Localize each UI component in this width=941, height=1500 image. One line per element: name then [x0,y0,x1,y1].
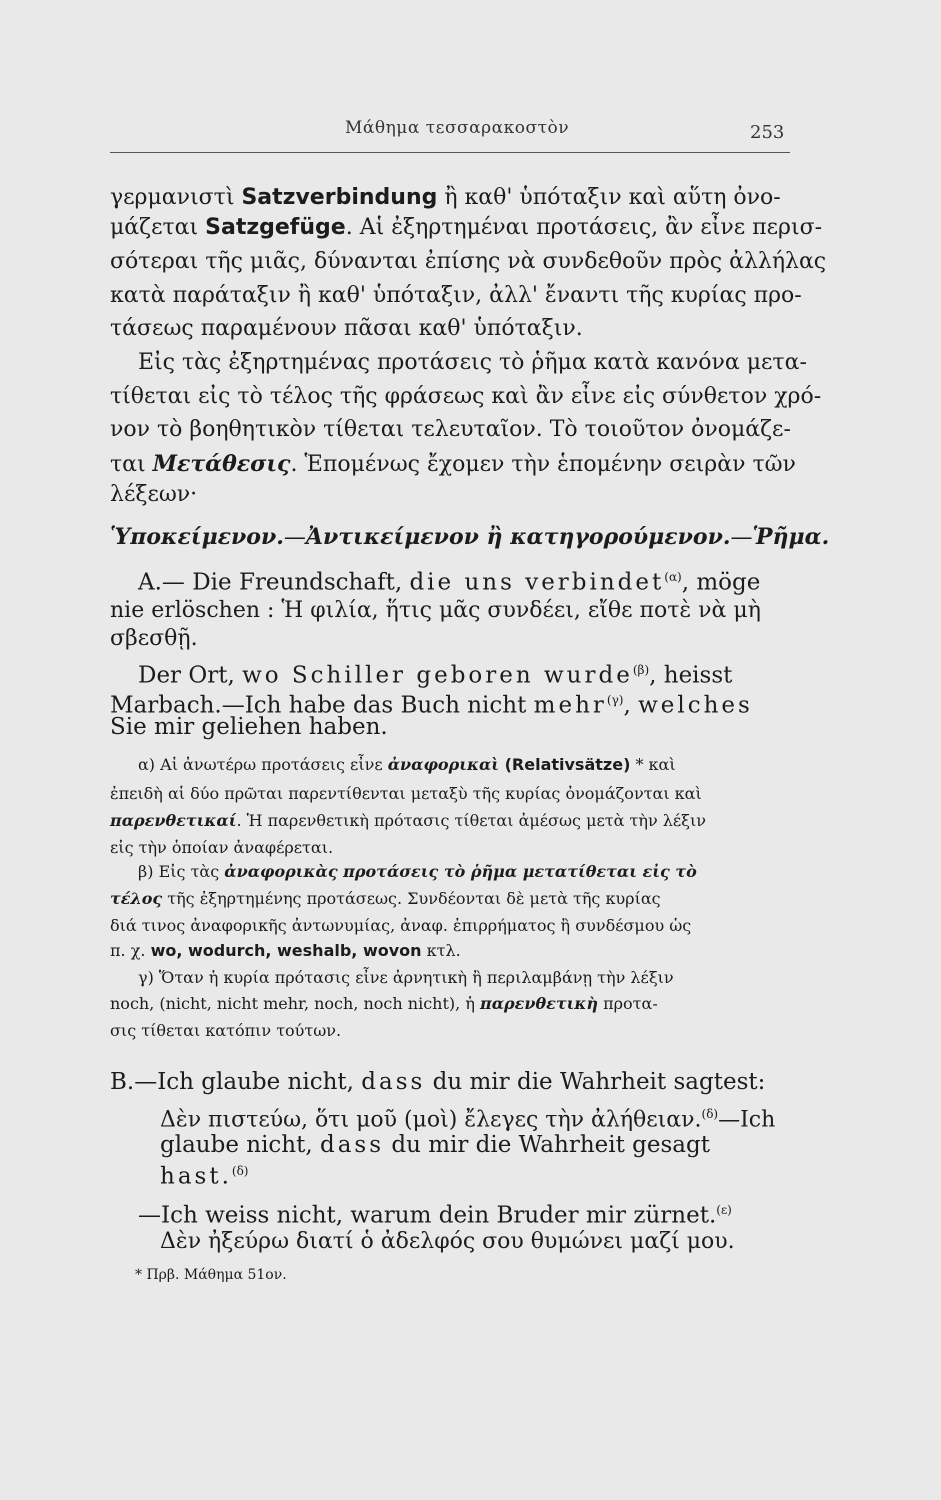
example-a-line-6: Sie mir geliehen haben. [110,714,388,740]
p2-line-3: νον τὸ βοηθητικὸν τίθεται τελευταῖον. Τὸ τοιοῦτον ὀνομάζε- [110,417,791,442]
example-b-line-2: Δὲν πιστεύω, ὅτι μοῦ (μοὶ) ἔλεγες τὴν ἀλήθειαν.$^{(\delta)}$—Ich [160,1107,776,1133]
p2-line-2: τίθεται εἰς τὸ τέλος τῆς φράσεως καὶ ἂν εἶνε εἰς σύνθετον χρό- [110,384,822,409]
example-b-line-4: hast.$^{(\delta)}$ [160,1163,249,1190]
p1-line-2: μάζεται Satzgefüge. Αἱ ἐξηρτημέναι προτάσεις, ἂν εἶνε περισ- [110,215,823,240]
note-b-line-3: διά τινος ἀναφορικῆς ἀντωνυμίας, ἀναφ. ἐπιρρήματος ἢ συνδέσμου ὡς [110,916,692,935]
example-a-line-1: A.— Die Freundschaft, die uns verbindet$^{(\alpha)}$, möge [138,569,761,596]
p2-line-5: λέξεων· [110,482,198,507]
example-a-line-2: nie erlöschen : Ἡ φιλία, ἥτις μᾶς συνδέει, εἴθε ποτὲ νὰ μὴ [110,598,761,623]
word-order-line: Ὑποκείμενον.—Ἀντικείμενον ἢ κατηγορούμενον.—Ῥῆμα. [110,524,830,550]
note-a-line-3: παρενθετικαί. Ἡ παρενθετικὴ πρότασις τίθεται ἀμέσως μετὰ τὴν λέξιν [110,811,706,830]
example-b-line-5: —Ich weiss nicht, warum dein Bruder mir zürnet.$^{(\varepsilon)}$ [138,1202,732,1229]
example-a-line-3: σβεσθῇ. [110,626,198,651]
note-b-line-1: β) Εἰς τὰς ἀναφορικὰς προτάσεις τὸ ῥῆμα μετατίθεται εἰς τὸ [138,862,697,881]
example-b-line-3: glaube nicht, dass du mir die Wahrheit gesagt [160,1132,710,1158]
note-a-line-4: εἰς τὴν ὁποίαν ἀναφέρεται. [110,838,334,857]
p1-line-5: τάσεως παραμένουν πᾶσαι καθ' ὑπόταξιν. [110,316,583,341]
p1-line-4: κατὰ παράταξιν ἢ καθ' ὑπόταξιν, ἀλλ' ἔναντι τῆς κυρίας προ- [110,283,802,308]
p1-line-3: σότεραι τῆς μιᾶς, δύνανται ἐπίσης νὰ συνδεθοῦν πρὸς ἀλλήλας [110,249,827,274]
p2-line-1: Εἰς τὰς ἐξηρτημένας προτάσεις τὸ ῥῆμα κατὰ κανόνα μετα- [138,350,807,375]
example-a-line-4: Der Ort, wo Schiller geboren wurde$^{(\beta)}$, heisst [138,662,733,689]
running-header: Μάθημα τεσσαρακοστὸν [345,118,570,138]
example-a-line-5: Marbach.—Ich habe das Buch nicht mehr$^{(\gamma)}$, welches [110,692,753,719]
note-a-line-1: α) Αἱ ἀνωτέρω προτάσεις εἶνε ἀναφορικαὶ (Relativsätze) * καὶ [138,755,676,774]
p2-line-4: ται Μετάθεσις. Ἑπομένως ἔχομεν τὴν ἑπομένην σειρὰν τῶν [110,451,796,477]
header-rule [110,152,790,153]
note-b-line-4: π. χ. wo, wodurch, weshalb, wovon κτλ. [110,941,461,960]
p1-line-1: γερμανιστὶ Satzverbindung ἢ καθ' ὑπόταξιν καὶ αὕτη ὀνο- [110,185,781,210]
footnote: * Πρβ. Μάθημα 51ον. [135,1267,287,1283]
note-c-line-1: γ) Ὅταν ἡ κυρία πρότασις εἶνε ἀρνητικὴ ἢ περιλαμβάνῃ τὴν λέξιν [138,968,674,987]
note-c-line-2: noch, (nicht, nicht mehr, noch, noch nicht), ἡ παρενθετικὴ προτα- [110,994,658,1013]
example-b-line-6: Δὲν ἠξεύρω διατί ὁ ἀδελφός σου θυμώνει μαζί μου. [160,1229,735,1254]
page-number: 253 [750,122,785,143]
note-c-line-3: σις τίθεται κατόπιν τούτων. [110,1021,342,1040]
note-a-line-2: ἐπειδὴ αἱ δύο πρῶται παρεντίθενται μεταξὺ τῆς κυρίας ὀνομάζονται καὶ [110,784,702,803]
note-b-line-2: τέλος τῆς ἐξηρτημένης προτάσεως. Συνδέονται δὲ μετὰ τῆς κυρίας [110,889,661,908]
example-b-line-1: B.—Ich glaube nicht, dass du mir die Wahrheit sagtest: [110,1069,766,1095]
